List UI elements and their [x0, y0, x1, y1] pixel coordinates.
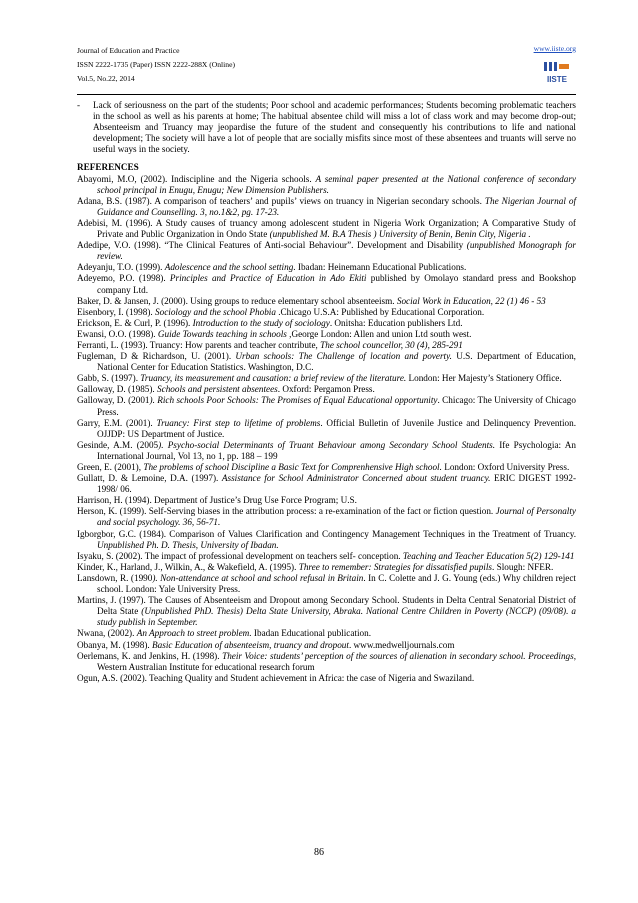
reference-item: [77, 473, 576, 495]
reference-pre-part: Adeyemo, P.O. (1998).: [77, 273, 170, 284]
reference-post-part: Ife Psychologia: An International Journal, Vol 13, no 1, pp. 188 – 199: [97, 439, 577, 461]
reference-italic-part: Three to remember: Strategies for dissatisfied pupils: [298, 561, 492, 572]
page-number: 86: [314, 847, 324, 858]
reference-item: [77, 440, 576, 462]
reference-item: [77, 273, 576, 295]
reference-pre-part: Ewansi, O.O. (1998).: [77, 328, 158, 339]
bullet-item: [77, 100, 576, 155]
page-header: [77, 44, 576, 104]
reference-pre-part: Harrison, H. (1994). Department of Justice’s Drug Use Force Program; U.S.: [77, 495, 357, 506]
reference-italic-part: (unpublished M. B.A Thesis ) University of Benin, Benin City, Nigeria .: [269, 229, 531, 240]
reference-item: [77, 462, 576, 473]
reference-item: [77, 384, 576, 395]
journal-name: Journal of Education and Practice: [77, 46, 180, 55]
reference-italic-part: The Nigerian Journal of Guidance and Counselling. 3, no.1&2, pg. 17-23.: [97, 195, 576, 217]
reference-pre-part: Abayomi, M.O, (2002). Indiscipline and the Nigeria schools.: [77, 173, 316, 184]
reference-italic-part: An Approach to street problem.: [136, 628, 252, 639]
reference-italic-part: Assistance for School Administrator Concerned about student truancy.: [221, 473, 491, 484]
reference-item: [77, 296, 576, 307]
reference-pre-part: Oerlemans, K. and Jenkins, H. (1998).: [77, 650, 223, 661]
reference-pre-part: Herson, K. (1999). Self-Serving biases in the attribution process: a re-examination of the fact or fiction question.: [77, 506, 496, 517]
reference-item: [77, 262, 576, 273]
iiste-logo: [542, 60, 572, 86]
reference-italic-part: Guide Towards teaching in schools: [157, 328, 287, 339]
references-heading: REFERENCES: [77, 162, 139, 173]
reference-pre-part: Galloway, D. (1985).: [77, 384, 158, 395]
reference-pre-part: Kinder, K., Harland, J., Wilkin, A., & Wakefield, A. (1995).: [77, 561, 299, 572]
reference-item: [77, 651, 576, 673]
reference-post-part: U.S. Department of Education, National Center for Education Statistics. Washington, D.C.: [97, 351, 576, 373]
reference-pre-part: Lansdown, R. (1990: [77, 572, 153, 583]
reference-pre-part: Isyaku, S. (2002). The impact of professional development on teachers self- conception.: [77, 550, 403, 561]
reference-post-part: .Chicago U.S.A: Published by Educational Corporation.: [275, 306, 485, 317]
reference-pre-part: Igborgbor, G.C. (1984). Comparison of Values Clarification and Contingency Management Techniques in the Treatment of Truancy.: [77, 528, 576, 539]
reference-pre-part: Obanya, M. (1998).: [77, 639, 153, 650]
references-list: [77, 174, 576, 684]
reference-pre-part: Ogun, A.S. (2002). Teaching Quality and Student achievement in Africa: the case of Nigeria and Swaziland.: [77, 672, 475, 683]
reference-italic-part: Principles and Practice of Education in Ado Ekiti: [169, 273, 367, 284]
page-body: [77, 100, 576, 684]
reference-item: [77, 373, 576, 384]
reference-item: [77, 174, 576, 196]
reference-item: [77, 595, 576, 628]
reference-post-part: Ibadan Educational publication.: [251, 628, 372, 639]
reference-italic-part: Truancy: First step to lifetime of problems: [156, 417, 321, 428]
reference-italic-part: Basic Education of absenteeism, truancy and dropout: [152, 639, 349, 650]
reference-item: [77, 418, 576, 440]
reference-italic-part: Unpublished Ph. D. Thesis, University of Ibadan.: [97, 539, 279, 550]
reference-italic-part: Their Voice: students’ perception of the sources of alienation in secondary school. Proceedings: [222, 650, 574, 661]
reference-italic-part: (Unpublished PhD. Thesis) Delta State University, Abraka. National Centre Children in Poverty (NCCP) (09/08). a study publish in September.: [97, 606, 576, 628]
reference-post-part: London: Her Majesty’s Stationery Office.: [406, 373, 562, 384]
volume-line: Vol.5, No.22, 2014: [77, 74, 135, 83]
reference-pre-part: Nwana, (2002).: [77, 628, 137, 639]
reference-item: [77, 196, 576, 218]
bullet-text: Lack of seriousness on the part of the students; Poor school and academic performances; Students becoming problematic teachers in the school as well as his parents at home; The habitual absentee child will miss a lot of class work and may become drop-out; Absenteeism and Truancy may jeopardise the future of the student and consequently his contributions to life and national development; The society will have a lot of people that are socially misfits since most of these absentees and truants will serve no useful ways in the society.: [93, 100, 576, 155]
reference-pre-part: Erickson, E. & Curl, P. (1996).: [77, 317, 193, 328]
reference-item: [77, 329, 576, 340]
reference-pre-part: Green, E. (2001),: [77, 462, 144, 472]
reference-post-part: ,George London: Allen and union Ltd south west.: [286, 328, 472, 339]
reference-italic-part: A seminal paper presented at the National conference of secondary school principal in Enugu, Enugu; New Dimension Publishers.: [97, 173, 576, 195]
journal-url-link[interactable]: www.iiste.org: [533, 44, 576, 53]
logo-text: IISTE: [546, 75, 568, 84]
reference-pre-part: Ferranti, L. (1993). Truancy: How parents and teacher contribute,: [77, 339, 321, 350]
header-rule: [77, 94, 576, 95]
reference-italic-part: ). Non-attendance at school and school refusal in Britain: [152, 572, 364, 583]
reference-item: [77, 340, 576, 351]
reference-item: [77, 640, 576, 651]
reference-pre-part: Garry, E.M. (2001).: [77, 417, 157, 428]
reference-italic-part: Sociology and the school Phobia: [155, 306, 276, 317]
reference-item: [77, 351, 576, 373]
reference-pre-part: Adeyanju, T.O. (1999).: [77, 262, 165, 273]
reference-item: [77, 562, 576, 573]
reference-item: [77, 240, 576, 262]
reference-post-part: . www.medwelljournals.com: [348, 639, 455, 650]
reference-item: [77, 318, 576, 329]
reference-italic-part: Teaching and Teacher Education 5(2) 129-141: [402, 550, 575, 561]
reference-italic-part: Social Work in Education, 22 (1) 46 - 53: [396, 295, 546, 306]
reference-post-part: . Chicago: The University of Chicago Press.: [97, 395, 576, 417]
reference-pre-part: Eisenbory, I. (1998).: [77, 306, 155, 317]
reference-italic-part: ). Psycho-social Determinants of Truant Behaviour among Secondary School Students.: [158, 439, 496, 450]
reference-pre-part: Gullatt, D. & Lemoine, D.A. (1997).: [77, 473, 222, 484]
reference-item: [77, 506, 576, 528]
reference-post-part: . Official Bulletin of Juvenile Justice and Delinquency Prevention. OJJDP: US Department of Justice.: [97, 417, 577, 439]
reference-item: [77, 395, 576, 417]
reference-item: [77, 551, 576, 562]
reference-item: [77, 495, 576, 506]
bullet-dash: -: [77, 100, 81, 110]
reference-post-part: . Ibadan: Heinemann Educational Publications.: [293, 262, 467, 273]
reference-pre-part: Adedipe, V.O. (1998). “The Clinical Features of Anti-social Behaviour”. Development and Disability: [77, 240, 467, 251]
reference-item: [77, 573, 576, 595]
reference-post-part: . Oxford: Pergamon Press.: [277, 384, 375, 395]
reference-item: [77, 529, 576, 551]
reference-pre-part: Adebisi, M. (1996). A Study causes of truancy among adolescent student in Nigeria Work Organization; A Comparative Study of Private and Public Organization in Ondo State: [77, 217, 576, 240]
reference-pre-part: Gesinde, A.M. (2005: [77, 439, 159, 450]
reference-pre-part: Martins, J. (1997). The Causes of Absenteeism and Dropout among Secondary School. Students in Delta Central Senatorial District of Delta State: [77, 595, 576, 617]
reference-post-part: ERIC DIGEST 1992-1998/ 06.: [97, 473, 577, 495]
reference-italic-part: Truancy, its measurement and causation: a brief review of the literature.: [140, 373, 407, 384]
reference-pre-part: Gabb, S. (1997).: [77, 373, 141, 384]
reference-pre-part: Galloway, D. (2001: [77, 395, 150, 406]
reference-italic-part: Adolescence and the school setting: [164, 262, 294, 273]
reference-post-part: . Slough: NFER.: [491, 561, 554, 572]
reference-italic-part: The school councellor, 30 (4), 285-291: [320, 339, 463, 350]
reference-item: [77, 673, 576, 684]
reference-pre-part: Fugleman, D & Richardson, U. (2001).: [77, 351, 236, 362]
reference-item: [77, 307, 576, 318]
reference-post-part: , Western Australian Institute for educational research forum: [97, 650, 577, 672]
reference-post-part: published by Omolayo standard press and Bookshop company Ltd.: [97, 273, 576, 295]
reference-italic-part: (unpublished Monograph for review.: [97, 240, 576, 262]
reference-item: [77, 218, 576, 240]
reference-post-part: . Onitsha: Education publishers Ltd.: [329, 317, 463, 328]
reference-italic-part: ). Rich schools Poor Schools: The Promises of Equal Educational opportunity: [149, 395, 438, 406]
reference-post-part: . In C. Colette and J. G. Young (eds.) Why children reject school. London: Yale University Press.: [97, 572, 576, 595]
reference-item: [77, 628, 576, 639]
reference-italic-part: Urban schools: The Challenge of location and poverty.: [235, 351, 452, 362]
reference-italic-part: The problems of school Discipline a Basic Text for Comprenhensive High school.: [143, 462, 442, 472]
issn-line: ISSN 2222-1735 (Paper) ISSN 2222-288X (Online): [77, 60, 235, 69]
reference-italic-part: Journal of Personalty and social psychology. 36, 56-71.: [97, 506, 576, 528]
reference-italic-part: Schools and persistent absentees: [157, 384, 278, 395]
reference-pre-part: Adana, B.S. (1987). A comparison of teachers’ and pupils’ views on truancy in Nigerian secondary schools.: [77, 195, 485, 206]
reference-pre-part: Baker, D. & Jansen, J. (2000). Using groups to reduce elementary school absenteeism.: [77, 295, 397, 306]
reference-post-part: London: Oxford University Press.: [441, 462, 570, 472]
reference-italic-part: Introduction to the study of sociology: [192, 317, 330, 328]
